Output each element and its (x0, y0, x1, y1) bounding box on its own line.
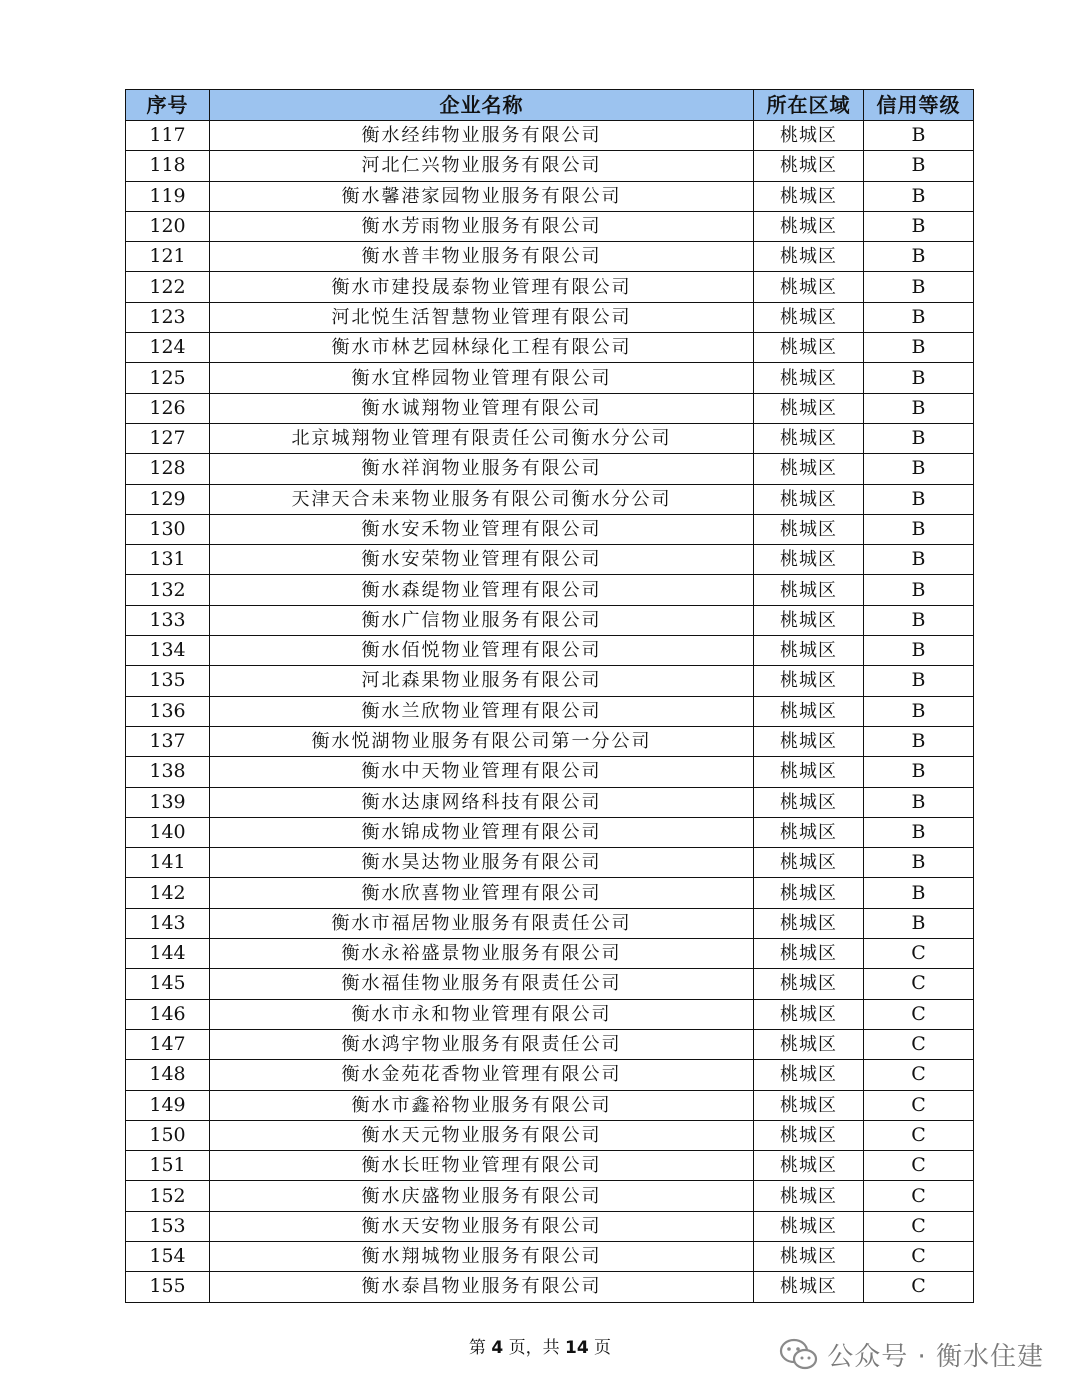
cell-seq: 121 (126, 242, 210, 272)
cell-grade: B (864, 817, 974, 847)
cell-region: 桃城区 (754, 1060, 864, 1090)
cell-seq: 124 (126, 333, 210, 363)
header-region: 所在区域 (754, 90, 864, 121)
cell-name: 衡水翔城物业服务有限公司 (210, 1241, 754, 1271)
cell-region: 桃城区 (754, 878, 864, 908)
header-name: 企业名称 (210, 90, 754, 121)
table-row (126, 1029, 974, 1059)
cell-seq: 123 (126, 302, 210, 332)
cell-seq: 153 (126, 1211, 210, 1241)
cell-region: 桃城区 (754, 1241, 864, 1271)
cell-seq: 141 (126, 848, 210, 878)
table-row (126, 393, 974, 423)
cell-region: 桃城区 (754, 848, 864, 878)
cell-name: 衡水天元物业服务有限公司 (210, 1120, 754, 1150)
cell-seq: 144 (126, 939, 210, 969)
cell-seq: 143 (126, 908, 210, 938)
cell-grade: C (864, 1272, 974, 1302)
cell-seq: 139 (126, 787, 210, 817)
header-seq: 序号 (126, 90, 210, 121)
cell-grade: B (864, 121, 974, 151)
cell-region: 桃城区 (754, 1151, 864, 1181)
cell-grade: C (864, 1060, 974, 1090)
cell-name: 北京城翔物业管理有限责任公司衡水分公司 (210, 423, 754, 453)
cell-grade: B (864, 787, 974, 817)
table-row (126, 423, 974, 453)
cell-name: 衡水广信物业服务有限公司 (210, 605, 754, 635)
cell-region: 桃城区 (754, 121, 864, 151)
table-row (126, 211, 974, 241)
cell-region: 桃城区 (754, 423, 864, 453)
cell-name: 衡水市林艺园林绿化工程有限公司 (210, 333, 754, 363)
cell-region: 桃城区 (754, 181, 864, 211)
cell-region: 桃城区 (754, 726, 864, 756)
cell-name: 衡水安禾物业管理有限公司 (210, 514, 754, 544)
cell-name: 河北仁兴物业服务有限公司 (210, 151, 754, 181)
cell-seq: 147 (126, 1029, 210, 1059)
cell-region: 桃城区 (754, 272, 864, 302)
cell-grade: B (864, 484, 974, 514)
cell-grade: C (864, 1090, 974, 1120)
cell-grade: C (864, 969, 974, 999)
cell-seq: 132 (126, 575, 210, 605)
cell-grade: C (864, 1029, 974, 1059)
cell-name: 衡水金苑花香物业管理有限公司 (210, 1060, 754, 1090)
cell-grade: B (864, 242, 974, 272)
cell-name: 衡水欣喜物业管理有限公司 (210, 878, 754, 908)
table-row (126, 333, 974, 363)
credit-rating-table (125, 89, 974, 1303)
table-row (126, 757, 974, 787)
wechat-icon (779, 1338, 819, 1372)
cell-region: 桃城区 (754, 242, 864, 272)
cell-seq: 154 (126, 1241, 210, 1271)
table-row (126, 969, 974, 999)
cell-name: 衡水福佳物业服务有限责任公司 (210, 969, 754, 999)
cell-name: 天津天合未来物业服务有限公司衡水分公司 (210, 484, 754, 514)
cell-name: 衡水永裕盛景物业服务有限公司 (210, 939, 754, 969)
table-row (126, 1181, 974, 1211)
cell-region: 桃城区 (754, 151, 864, 181)
cell-region: 桃城区 (754, 999, 864, 1029)
cell-region: 桃城区 (754, 969, 864, 999)
cell-name: 衡水市永和物业管理有限公司 (210, 999, 754, 1029)
table-row (126, 1151, 974, 1181)
table-row (126, 181, 974, 211)
cell-grade: C (864, 1181, 974, 1211)
cell-grade: B (864, 605, 974, 635)
cell-name: 衡水长旺物业管理有限公司 (210, 1151, 754, 1181)
cell-seq: 155 (126, 1272, 210, 1302)
footer-total-pages: 14 (564, 1338, 589, 1358)
cell-region: 桃城区 (754, 1181, 864, 1211)
cell-region: 桃城区 (754, 636, 864, 666)
table-row (126, 878, 974, 908)
cell-seq: 133 (126, 605, 210, 635)
cell-grade: B (864, 696, 974, 726)
cell-region: 桃城区 (754, 908, 864, 938)
cell-grade: C (864, 1151, 974, 1181)
cell-seq: 150 (126, 1120, 210, 1150)
cell-grade: B (864, 393, 974, 423)
footer-middle: 页，共 (503, 1338, 565, 1358)
cell-region: 桃城区 (754, 605, 864, 635)
cell-name: 衡水中天物业管理有限公司 (210, 757, 754, 787)
table-header-row (126, 90, 974, 121)
footer-suffix: 页 (588, 1338, 612, 1358)
cell-name: 衡水森缇物业管理有限公司 (210, 575, 754, 605)
cell-region: 桃城区 (754, 757, 864, 787)
table-row (126, 1060, 974, 1090)
cell-name: 衡水泰昌物业服务有限公司 (210, 1272, 754, 1302)
cell-name: 衡水佰悦物业管理有限公司 (210, 636, 754, 666)
cell-region: 桃城区 (754, 1029, 864, 1059)
cell-region: 桃城区 (754, 666, 864, 696)
cell-grade: B (864, 666, 974, 696)
cell-name: 河北悦生活智慧物业管理有限公司 (210, 302, 754, 332)
table-row (126, 787, 974, 817)
cell-name: 衡水庆盛物业服务有限公司 (210, 1181, 754, 1211)
table-row (126, 575, 974, 605)
cell-seq: 142 (126, 878, 210, 908)
cell-name: 河北森果物业服务有限公司 (210, 666, 754, 696)
cell-grade: B (864, 333, 974, 363)
cell-seq: 148 (126, 1060, 210, 1090)
cell-seq: 118 (126, 151, 210, 181)
cell-grade: C (864, 939, 974, 969)
cell-name: 衡水市建投晟泰物业管理有限公司 (210, 272, 754, 302)
cell-seq: 122 (126, 272, 210, 302)
table-row (126, 1272, 974, 1302)
cell-name: 衡水天安物业服务有限公司 (210, 1211, 754, 1241)
cell-grade: B (864, 726, 974, 756)
footer-page-number: 4 (491, 1338, 504, 1358)
table-row (126, 666, 974, 696)
cell-name: 衡水达康网络科技有限公司 (210, 787, 754, 817)
cell-grade: C (864, 1120, 974, 1150)
table-row (126, 242, 974, 272)
watermark-text: 公众号 · 衡水住建 (827, 1342, 1044, 1372)
cell-grade: C (864, 1211, 974, 1241)
cell-grade: B (864, 636, 974, 666)
table-row (126, 363, 974, 393)
cell-grade: B (864, 545, 974, 575)
table-row (126, 908, 974, 938)
cell-seq: 128 (126, 454, 210, 484)
cell-seq: 140 (126, 817, 210, 847)
cell-name: 衡水诚翔物业管理有限公司 (210, 393, 754, 423)
cell-grade: C (864, 1241, 974, 1271)
cell-grade: B (864, 363, 974, 393)
table-row (126, 302, 974, 332)
table-row (126, 1120, 974, 1150)
table-row (126, 605, 974, 635)
cell-seq: 149 (126, 1090, 210, 1120)
cell-region: 桃城区 (754, 696, 864, 726)
table-row (126, 1090, 974, 1120)
cell-seq: 130 (126, 514, 210, 544)
cell-name: 衡水经纬物业服务有限公司 (210, 121, 754, 151)
cell-region: 桃城区 (754, 302, 864, 332)
cell-region: 桃城区 (754, 575, 864, 605)
cell-grade: B (864, 302, 974, 332)
cell-seq: 129 (126, 484, 210, 514)
cell-grade: B (864, 423, 974, 453)
table-row (126, 999, 974, 1029)
cell-region: 桃城区 (754, 333, 864, 363)
header-grade: 信用等级 (864, 90, 974, 121)
table-row (126, 121, 974, 151)
cell-seq: 126 (126, 393, 210, 423)
table-row (126, 454, 974, 484)
table-row (126, 817, 974, 847)
cell-name: 衡水锦成物业管理有限公司 (210, 817, 754, 847)
table-row (126, 848, 974, 878)
table-row (126, 636, 974, 666)
cell-seq: 127 (126, 423, 210, 453)
cell-grade: B (864, 848, 974, 878)
cell-name: 衡水昊达物业服务有限公司 (210, 848, 754, 878)
cell-region: 桃城区 (754, 393, 864, 423)
table-row (126, 514, 974, 544)
cell-region: 桃城区 (754, 211, 864, 241)
cell-grade: B (864, 272, 974, 302)
cell-grade: B (864, 181, 974, 211)
cell-grade: B (864, 454, 974, 484)
watermark (779, 1336, 1044, 1373)
cell-name: 衡水安荣物业管理有限公司 (210, 545, 754, 575)
cell-grade: B (864, 757, 974, 787)
cell-name: 衡水宜桦园物业管理有限公司 (210, 363, 754, 393)
cell-name: 衡水馨港家园物业服务有限公司 (210, 181, 754, 211)
cell-grade: B (864, 514, 974, 544)
cell-seq: 134 (126, 636, 210, 666)
cell-region: 桃城区 (754, 1120, 864, 1150)
cell-region: 桃城区 (754, 817, 864, 847)
cell-seq: 146 (126, 999, 210, 1029)
cell-region: 桃城区 (754, 363, 864, 393)
cell-seq: 145 (126, 969, 210, 999)
cell-region: 桃城区 (754, 454, 864, 484)
cell-seq: 131 (126, 545, 210, 575)
cell-name: 衡水芳雨物业服务有限公司 (210, 211, 754, 241)
cell-seq: 117 (126, 121, 210, 151)
table-row (126, 726, 974, 756)
cell-seq: 125 (126, 363, 210, 393)
cell-region: 桃城区 (754, 514, 864, 544)
table-row (126, 1241, 974, 1271)
cell-region: 桃城区 (754, 484, 864, 514)
cell-name: 衡水普丰物业服务有限公司 (210, 242, 754, 272)
table-row (126, 484, 974, 514)
cell-seq: 136 (126, 696, 210, 726)
table-row (126, 545, 974, 575)
table-row (126, 1211, 974, 1241)
footer-prefix: 第 (468, 1338, 492, 1358)
cell-region: 桃城区 (754, 939, 864, 969)
cell-seq: 120 (126, 211, 210, 241)
cell-grade: B (864, 211, 974, 241)
cell-seq: 119 (126, 181, 210, 211)
cell-seq: 152 (126, 1181, 210, 1211)
cell-seq: 135 (126, 666, 210, 696)
cell-seq: 138 (126, 757, 210, 787)
cell-name: 衡水祥润物业服务有限公司 (210, 454, 754, 484)
cell-region: 桃城区 (754, 1090, 864, 1120)
cell-name: 衡水悦湖物业服务有限公司第一分公司 (210, 726, 754, 756)
cell-grade: C (864, 999, 974, 1029)
cell-region: 桃城区 (754, 1272, 864, 1302)
table-row (126, 939, 974, 969)
cell-seq: 151 (126, 1151, 210, 1181)
cell-name: 衡水鸿宇物业服务有限责任公司 (210, 1029, 754, 1059)
cell-name: 衡水兰欣物业管理有限公司 (210, 696, 754, 726)
cell-name: 衡水市福居物业服务有限责任公司 (210, 908, 754, 938)
cell-seq: 137 (126, 726, 210, 756)
cell-name: 衡水市鑫裕物业服务有限公司 (210, 1090, 754, 1120)
cell-grade: B (864, 908, 974, 938)
table-row (126, 151, 974, 181)
table-row (126, 696, 974, 726)
cell-grade: B (864, 151, 974, 181)
cell-region: 桃城区 (754, 1211, 864, 1241)
table-row (126, 272, 974, 302)
cell-region: 桃城区 (754, 787, 864, 817)
cell-region: 桃城区 (754, 545, 864, 575)
cell-grade: B (864, 575, 974, 605)
cell-grade: B (864, 878, 974, 908)
